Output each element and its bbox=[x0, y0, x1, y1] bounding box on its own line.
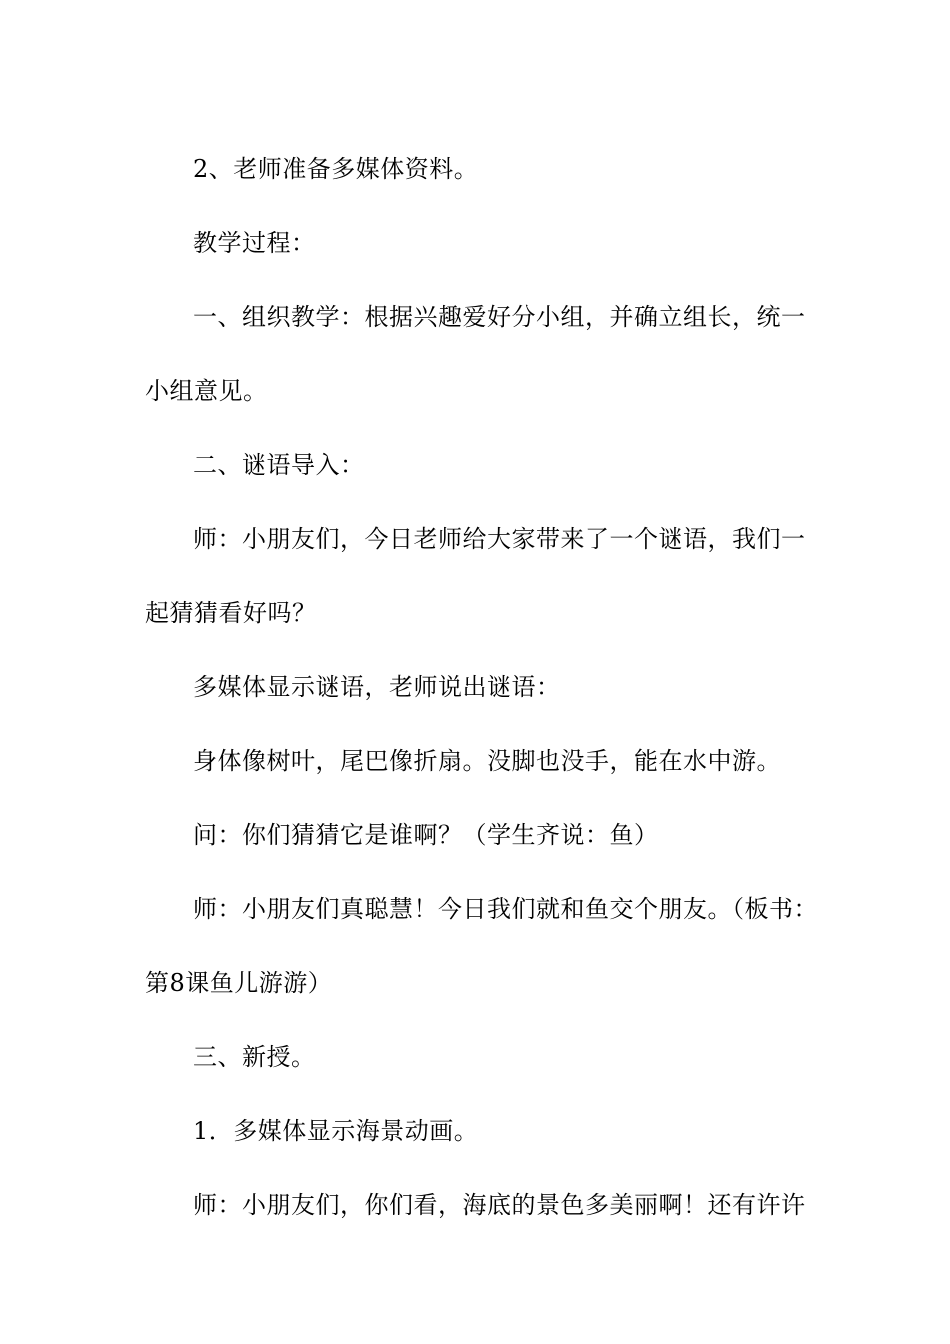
riddle-text: 身体像树叶，尾巴像折扇。没脚也没手，能在水中游。 bbox=[193, 747, 781, 775]
text-line: 师：小朋友们，你们看，海底的景色多美丽啊！还有许许 bbox=[193, 1191, 806, 1219]
text-line: 一、组织教学：根据兴趣爱好分小组，并确立组长，统一 bbox=[193, 303, 806, 331]
text-line: 起猜猜看好吗？ bbox=[145, 599, 317, 627]
text-line: 问：你们猜猜它是谁啊？（学生齐说：鱼） bbox=[193, 821, 659, 849]
text-line: 小组意见。 bbox=[145, 377, 268, 405]
section-heading: 教学过程： bbox=[193, 229, 316, 257]
text-line: 2、老师准备多媒体资料。 bbox=[193, 155, 479, 183]
text-line: 师：小朋友们，今日老师给大家带来了一个谜语，我们一 bbox=[193, 525, 806, 553]
section-heading: 二、谜语导入： bbox=[193, 451, 365, 479]
text-line: 第8课鱼儿游游） bbox=[145, 969, 333, 997]
section-heading: 三、新授。 bbox=[193, 1043, 316, 1071]
text-line: 师：小朋友们真聪慧！今日我们就和鱼交个朋友。（板书： bbox=[193, 895, 818, 923]
text-line: 多媒体显示谜语，老师说出谜语： bbox=[193, 673, 561, 701]
text-line: 1．多媒体显示海景动画。 bbox=[193, 1117, 479, 1145]
document-body bbox=[145, 132, 825, 1242]
